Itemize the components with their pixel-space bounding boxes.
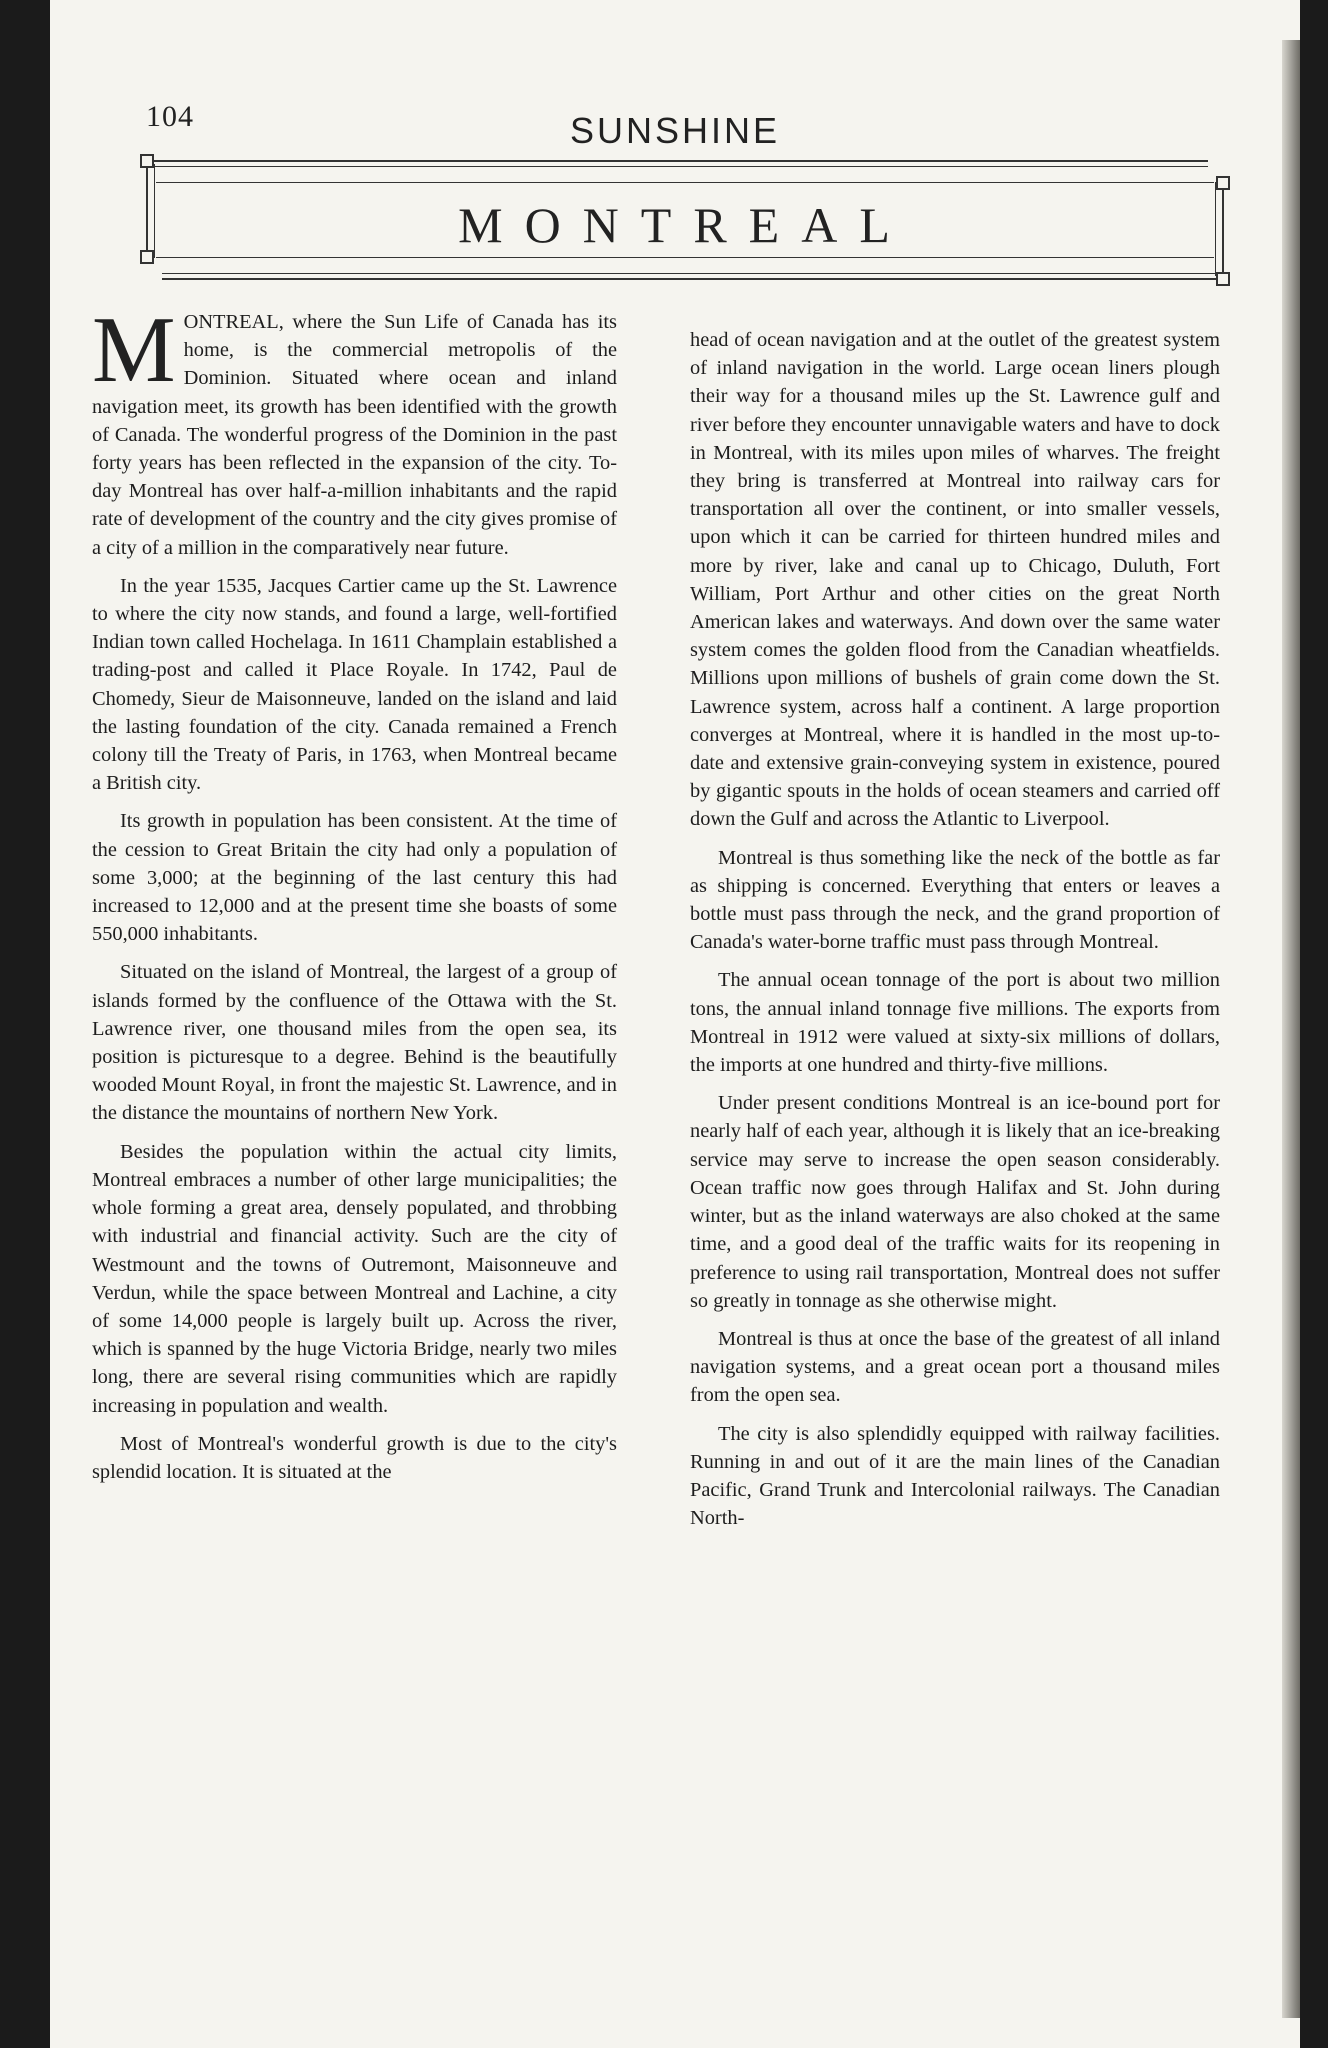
title-frame: [142, 156, 1228, 284]
paragraph: [92, 1430, 617, 1486]
drop-cap: M: [92, 298, 176, 402]
paragraph-text: The city is also splendidly equipped with railway facilities. Running in and out of it are the main lines of the Canadian Pacific, Grand Trunk and Intercolonial railways. The Canadian North-: [690, 1422, 1220, 1530]
paragraph-text: In the year 1535, Jacques Cartier came up the St. Lawrence to where the city now stands, and found a large, well-fortified Indian town called Hochelaga. In 1611 Champlain established a trading-post and called it Place Royale. In 1742, Paul de Chomedy, Sieur de Maisonneuve, landed on the island and laid the lasting foundation of the city. Canada remained a French colony till the Treaty of Paris, in 1763, when Montreal became a British city.: [92, 574, 617, 795]
paragraph: [690, 1420, 1220, 1533]
paragraph-text: head of ocean navigation and at the outlet of the greatest system of inland navigation in the world. Large ocean liners plough their way for a thousand miles up the St. Lawrence gulf and river before they encounter unnavigable waters and have to dock in Montreal, with its miles upon miles of wharves. The freight they bring is transferred at Montreal into railway cars for transportation all over the continent, or into smaller vessels, upon which it can be carried for thirteen hundred miles and more by river, lake and canal up to Chicago, Duluth, Fort William, Port Arthur and other cities on the great North American lakes and waterways. And down over the same water system comes the golden flood from the Canadian wheatfields. Millions upon millions of bushels of grain come down the St. Lawrence system, across half a continent. A large proportion converges at Montreal, where it is handled in the most up-to-date and extensive grain-conveying system in existence, poured by gigantic spouts in the holds of ocean steamers and carried off down the Gulf and across the Atlantic to Liverpool.: [690, 329, 1220, 831]
paragraph-text: ONTREAL, where the Sun Life of Canada has its home, is the commercial metropolis of the Dominion. Situated where ocean and inland navigation meet, its growth has been identified with the growth of Canada. The wonderful progress of the Dominion in the past forty years has been reflected in the expansion of the city. To-day Montreal has over half-a-million inhabitants and the rapid rate of development of the country and the city gives promise of a city of a million in the comparatively near future.: [92, 311, 617, 559]
paragraph: [690, 1089, 1220, 1315]
paragraph: [92, 958, 617, 1127]
paragraph: [690, 326, 1220, 834]
article-title: MONTREAL: [458, 197, 912, 253]
paragraph: [92, 572, 617, 798]
paragraph-text: Most of Montreal's wonderful growth is due to the city's splendid location. It is situated at the: [92, 1432, 617, 1483]
paragraph-text: Its growth in population has been consistent. At the time of the cession to Great Britain the city had only a population of some 3,000; at the beginning of the last century this had increased to 12,000 and at the present time she boasts of some 550,000 inhabitants.: [92, 810, 617, 946]
frame-corner-ornament: [1216, 272, 1230, 286]
paragraph-text: Situated on the island of Montreal, the largest of a group of islands formed by the confluence of the Ottawa with the St. Lawrence river, one thousand miles from the open sea, its position is picturesque to a degree. Behind is the beautifully wooded Mount Royal, in front the majestic St. Lawrence, and in the distance the mountains of northern New York.: [92, 961, 617, 1125]
frame-corner-ornament: [140, 154, 154, 168]
paragraph: [690, 1325, 1220, 1410]
paragraph: [92, 298, 617, 562]
paragraph: [690, 844, 1220, 957]
right-column: [690, 326, 1220, 1542]
paragraph: [92, 807, 617, 948]
paragraph: [690, 966, 1220, 1079]
running-head: SUNSHINE: [569, 110, 781, 151]
frame-corner-ornament: [1216, 176, 1230, 190]
paragraph-text: Montreal is thus something like the neck of the bottle as far as shipping is concerned. Everything that enters or leaves a bottle must pass through the neck, and the grand proportion of Canada's water-borne traffic must pass through Montreal.: [690, 846, 1220, 954]
paragraph-text: Montreal is thus at once the base of the greatest of all inland navigation systems, and a great ocean port a thousand miles from the open sea.: [690, 1327, 1220, 1407]
paragraph-text: Under present conditions Montreal is an ice-bound port for nearly half of each year, although it is likely that an ice-breaking service may serve to increase the open season considerably. Ocean traffic now goes through Halifax and St. John during winter, but as the inland waterways are also choked at the same time, and a good deal of the traffic waits for its reopening in preference to using rail transportation, Montreal does not suffer so greatly in tonnage as she otherwise might.: [690, 1092, 1220, 1312]
paragraph: [92, 1138, 617, 1420]
page: [50, 0, 1300, 2048]
page-number: 104: [146, 100, 194, 133]
paragraph-text: The annual ocean tonnage of the port is about two million tons, the annual inland tonnage five millions. The exports from Montreal in 1912 were valued at sixty-six millions of dollars, the imports at one hundred and thirty-five millions.: [690, 969, 1220, 1077]
paragraph-text: Besides the population within the actual city limits, Montreal embraces a number of other large municipalities; the whole forming a great area, densely populated, and throbbing with industrial and financial activity. Such are the city of Westmount and the towns of Outremont, Maisonneuve and Verdun, while the space between Montreal and Lachine, a city of some 14,000 people is largely built up. Across the river, which is spanned by the huge Victoria Bridge, nearly two miles long, there are several rising communities which are rapidly increasing in population and wealth.: [92, 1140, 617, 1417]
left-column: [92, 298, 617, 1496]
